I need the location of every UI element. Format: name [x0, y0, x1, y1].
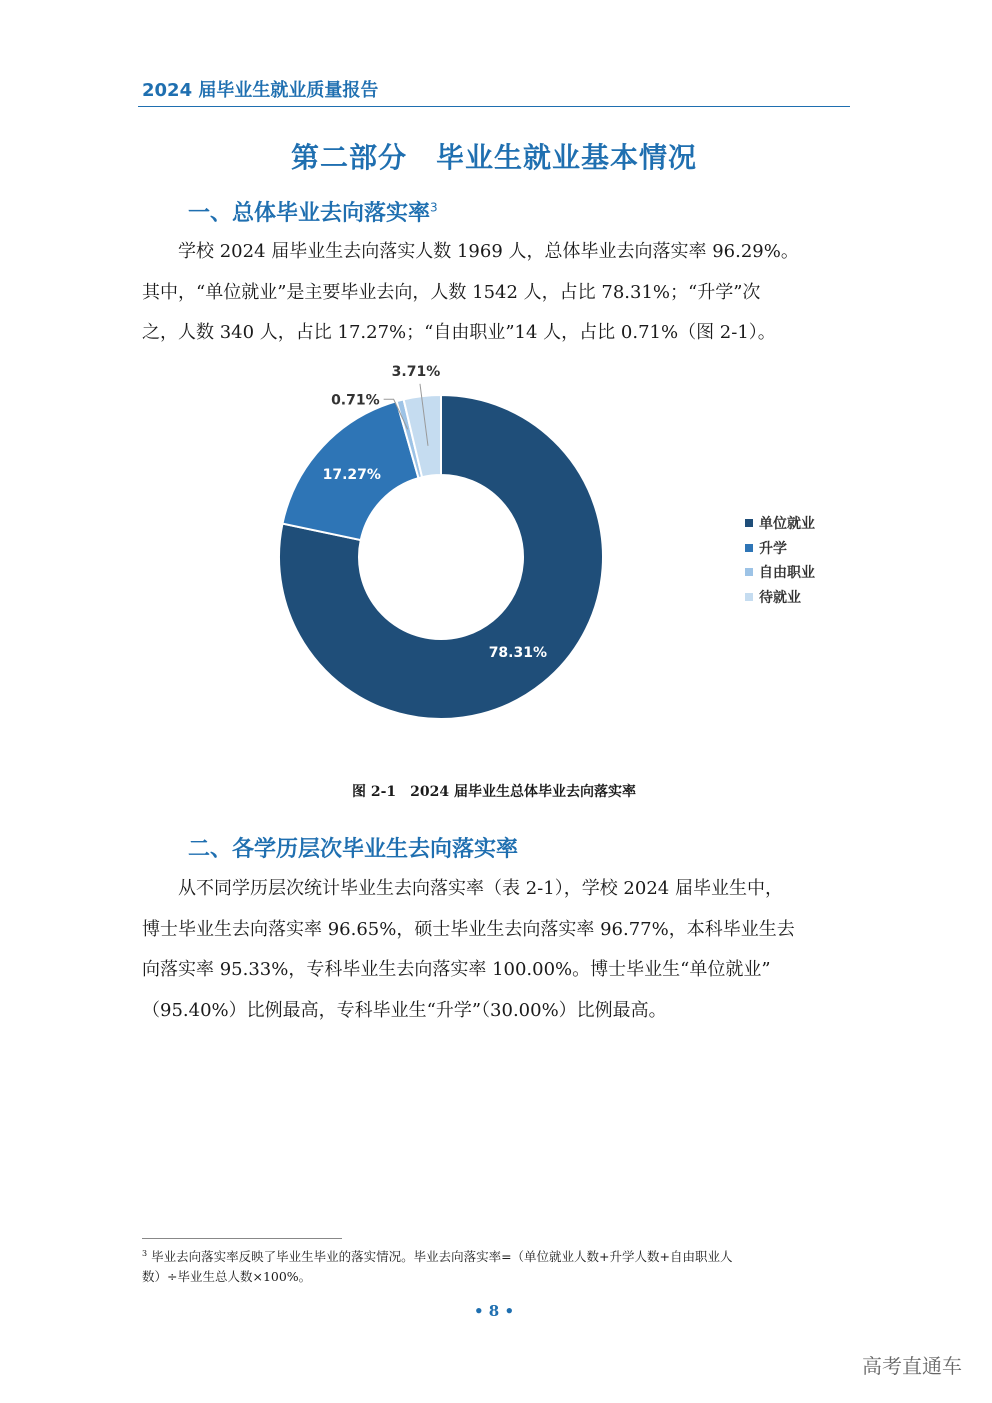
section-1-title	[188, 196, 438, 227]
legend-item-further-study	[745, 536, 815, 561]
data-label-further-study: 17.27%	[322, 466, 381, 483]
data-label-freelance: 0.71%	[331, 392, 380, 409]
legend-label: 升学	[759, 540, 787, 557]
legend-swatch	[745, 568, 753, 576]
legend-label: 单位就业	[759, 516, 815, 533]
legend-label: 自由职业	[759, 565, 815, 582]
legend-item-pending	[745, 585, 815, 610]
report-header-title: 2024 届毕业生就业质量报告	[142, 80, 379, 101]
part-title: 第二部分 毕业生就业基本情况	[290, 141, 697, 174]
footnote-text: 毕业去向落实率反映了毕业生毕业的落实情况。毕业去向落实率=（单位就业人数+升学人数+自由职业人	[147, 1249, 733, 1265]
legend-swatch	[745, 519, 753, 527]
paragraph-line: 其中，“单位就业”是主要毕业去向，人数 1542 人，占比 78.31%；“升学”次	[142, 281, 761, 303]
legend-swatch	[745, 593, 753, 601]
data-label-employment: 78.31%	[488, 644, 548, 661]
footnote	[142, 1244, 847, 1287]
figure-caption: 图 2-1 2024 届毕业生总体毕业去向落实率	[351, 784, 636, 800]
legend-item-employment	[745, 511, 815, 536]
footnote-ref: 3	[430, 200, 438, 215]
paragraph-line: 向落实率 95.33%，专科毕业生去向落实率 100.00%。博士毕业生“单位就业”	[142, 959, 771, 980]
footnote-divider	[142, 1238, 342, 1239]
paragraph-line: 博士毕业生去向落实率 96.65%，硕士毕业生去向落实率 96.77%，本科毕业生去	[142, 918, 795, 940]
footnote-line: 数）÷毕业生总人数×100%。	[142, 1269, 312, 1285]
legend-label: 待就业	[759, 589, 801, 606]
legend-swatch	[745, 544, 753, 552]
watermark: 高考直通车	[862, 1354, 962, 1378]
footnote-marker: 3	[142, 1249, 148, 1258]
footnote-line	[142, 1244, 847, 1267]
section-2-paragraph	[142, 869, 842, 1031]
header-divider	[138, 106, 850, 107]
section-1-paragraph	[142, 232, 842, 354]
paragraph-line: 从不同学历层次统计毕业生去向落实率（表 2-1），学校 2024 届毕业生中，	[142, 878, 783, 899]
chart-legend	[745, 511, 815, 609]
section-1-title-text: 一、总体毕业去向落实率	[188, 201, 431, 226]
paragraph-line: 学校 2024 届毕业生去向落实人数 1969 人，总体毕业去向落实率 96.29%。	[142, 241, 799, 262]
paragraph-line: （95.40%）比例最高，专科毕业生“升学”（30.00%）比例最高。	[142, 999, 667, 1021]
paragraph-line: 之，人数 340 人，占比 17.27%；“自由职业”14 人，占比 0.71%（图 2-1）。	[142, 322, 776, 343]
section-2-title: 二、各学历层次毕业生去向落实率	[188, 837, 519, 862]
data-label-pending: 3.71%	[391, 363, 441, 380]
page-number: • 8 •	[473, 1302, 515, 1320]
legend-item-freelance	[745, 560, 815, 585]
